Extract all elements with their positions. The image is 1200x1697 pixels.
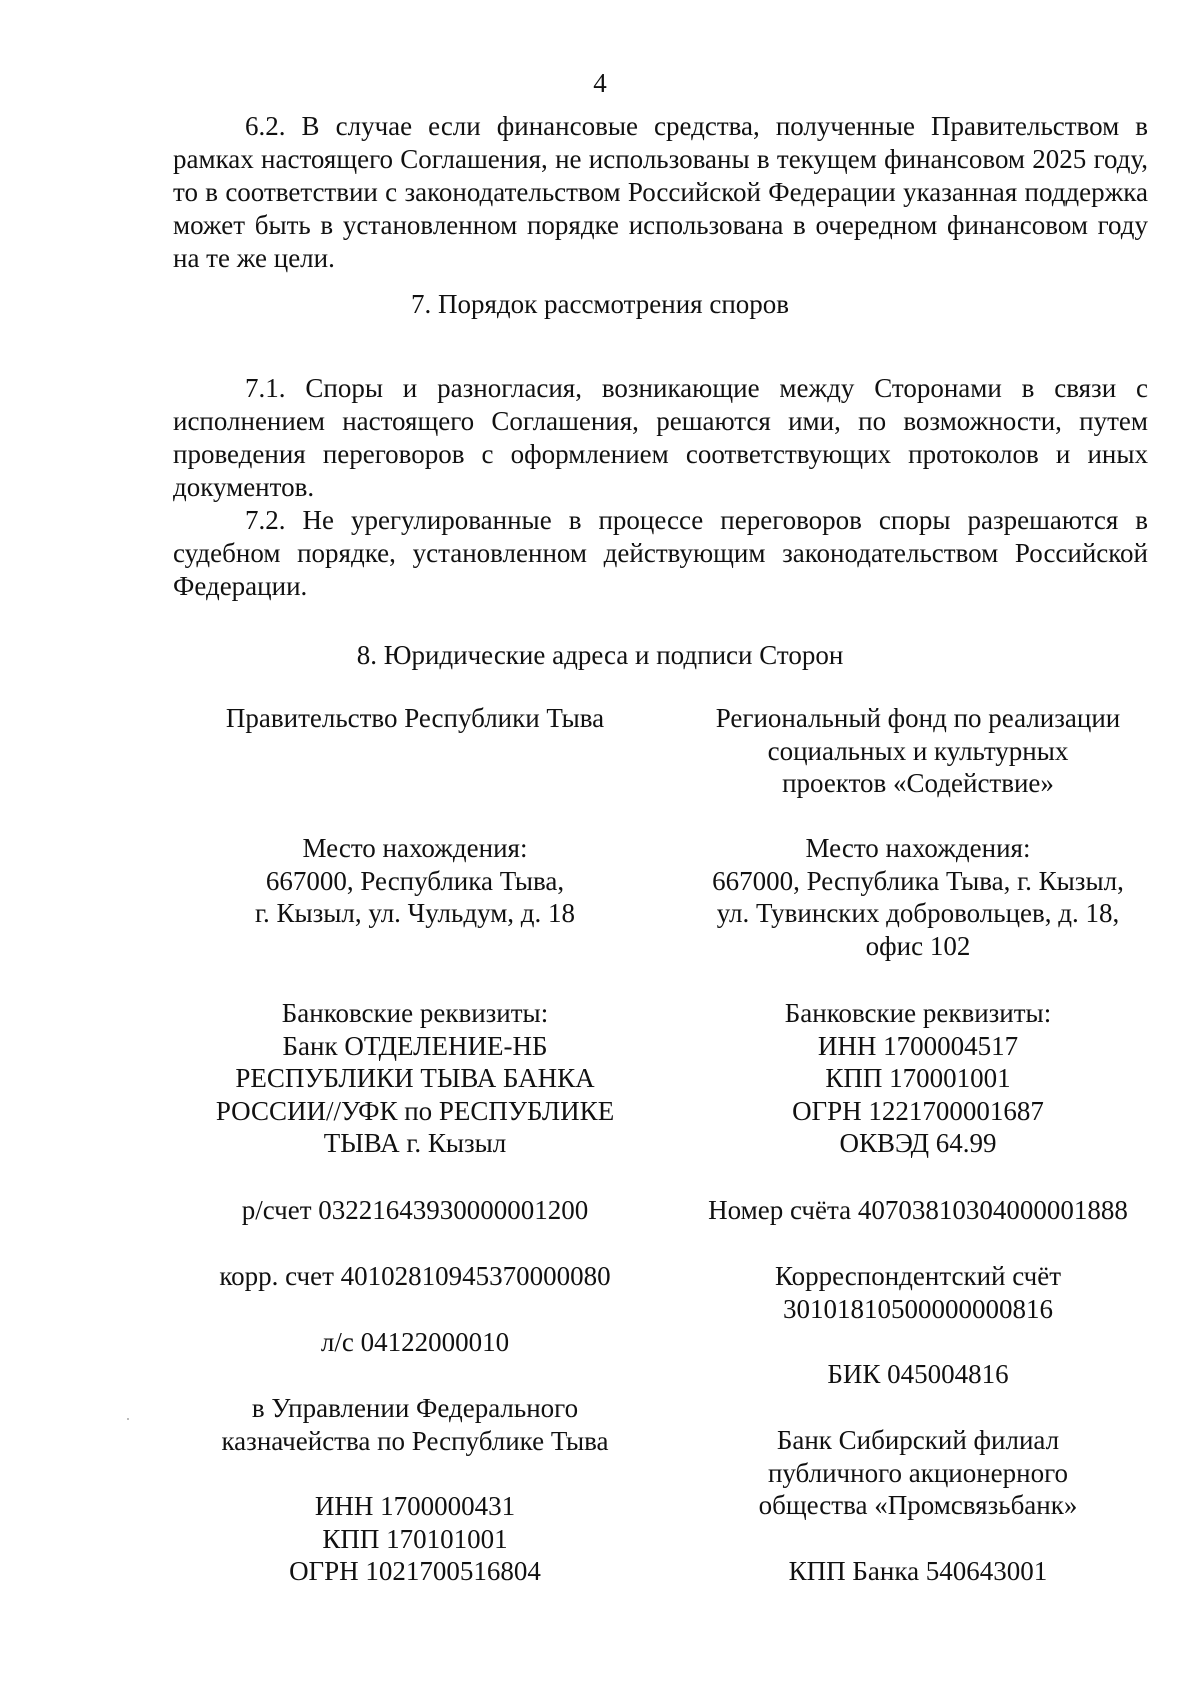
right-bank-name-line: Банк Сибирский филиал [776,1425,1060,1455]
left-account: р/счет 03221643930000001200 [241,1195,589,1225]
left-corr-account: корр. счет 40102810945370000080 [219,1261,611,1291]
right-kpp: КПП 170001001 [825,1063,1011,1093]
left-bank-label: Банковские реквизиты: [281,998,549,1028]
left-treasury-line: казначейства по Республике Тыва [221,1425,609,1456]
right-bik: БИК 045004816 [827,1359,1009,1389]
left-address-line: 667000, Республика Тыва, [265,865,565,896]
left-corr-account-block [180,1260,650,1293]
right-okved: ОКВЭД 64.99 [839,1128,997,1158]
right-ogrn: ОГРН 1221700001687 [792,1095,1044,1126]
right-bik-block [668,1358,1168,1391]
left-requisites-block [180,1490,650,1588]
right-account: Номер счёта 40703810304000001888 [708,1195,1128,1225]
left-treasury-line: в Управлении Федерального [251,1393,579,1423]
right-address-line: офис 102 [865,930,971,961]
left-personal-account-block [180,1326,650,1359]
right-party-name-line: социальных и культурных [767,735,1069,766]
left-ogrn: ОГРН 1021700516804 [289,1556,541,1586]
left-bank-line: ТЫВА г. Кызыл [323,1128,507,1158]
left-party-bank-block [180,997,650,1160]
left-bank-line: Банк ОТДЕЛЕНИЕ-НБ [282,1030,548,1061]
paragraph-7-1: 7.1. Споры и разногласия, возникающие между Сторонами в связи с исполнением настоящего Соглашения, решаются ими, по возможности, путем проведения переговоров с оформлением соответствующих протоколов и иных документов. [173,373,1148,502]
right-account-block [668,1194,1168,1227]
left-bank-line: РЕСПУБЛИКИ ТЫВА БАНКА [235,1063,595,1093]
section-7-heading: 7. Порядок рассмотрения споров [410,289,790,319]
left-party-name: Правительство Республики Тыва [225,703,605,733]
left-account-block [180,1194,650,1227]
right-party-location-block [668,832,1168,962]
left-bank-line: РОССИИ//УФК по РЕСПУБЛИКЕ [215,1095,615,1126]
right-location-label: Место нахождения: [805,833,1031,863]
right-bank-label: Банковские реквизиты: [784,998,1052,1028]
right-bank-kpp-block [668,1555,1168,1588]
right-party-name-line: Региональный фонд по реализации [715,703,1121,733]
right-party-bank-block [668,997,1168,1160]
right-corr-account: 30101810500000000816 [783,1293,1053,1324]
right-corr-label: Корреспондентский счёт [774,1261,1062,1291]
right-party-name-line: проектов «Содействие» [782,768,1054,798]
left-party-location-block [180,832,650,930]
right-bank-kpp: КПП Банка 540643001 [788,1556,1048,1586]
right-bank-name-line: публичного акционерного [767,1457,1069,1488]
right-bank-name-line: общества «Промсвязьбанк» [758,1490,1078,1520]
scan-speck [127,1418,129,1420]
left-kpp: КПП 170101001 [322,1523,508,1554]
left-address-line: г. Кызыл, ул. Чульдум, д. 18 [254,898,576,928]
right-inn: ИНН 1700004517 [817,1030,1019,1061]
right-party-name-block [668,702,1168,800]
left-location-label: Место нахождения: [302,833,528,863]
right-address-line: 667000, Республика Тыва, г. Кызыл, [712,865,1124,896]
left-inn: ИНН 1700000431 [314,1491,516,1521]
paragraph-6-2: 6.2. В случае если финансовые средства, полученные Правительством в рамках настоящего Соглашения, не использованы в текущем финансовом 2025 году, то в соответствии с законодательством Российской Федерации указанная поддержка может быть в установленном порядке использована в очередном финансовом году на те же цели. [173,111,1148,273]
right-address-line: ул. Тувинских добровольцев, д. 18, [716,898,1120,928]
left-treasury-block [180,1392,650,1457]
left-party-name-block [180,702,650,735]
section-8-heading: 8. Юридические адреса и подписи Сторон [356,640,844,670]
left-personal-account: л/с 04122000010 [320,1327,510,1357]
right-corr-account-block [668,1260,1168,1325]
page-number: 4 [593,68,607,98]
paragraph-7-2: 7.2. Не урегулированные в процессе переговоров споры разрешаются в судебном порядке, установленном действующим законодательством Российской Федерации. [173,505,1148,601]
right-bank-name-block [668,1424,1168,1522]
